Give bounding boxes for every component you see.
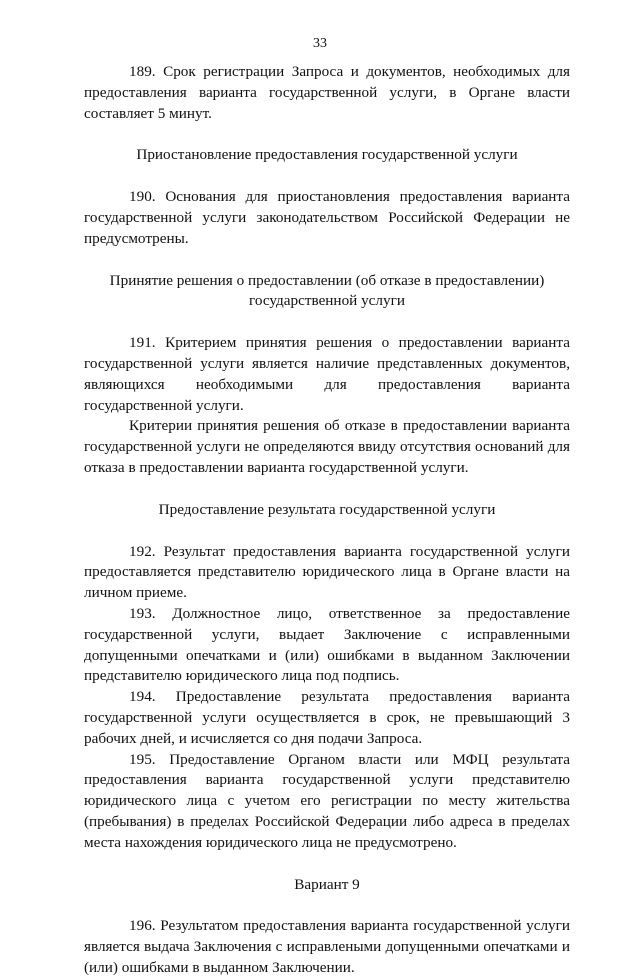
paragraph-196: 196. Результатом предоставления варианта государственной услуги является выдача Заключения с исправлеными допущенными опечатками и (или) ошибками в выданном Заключении. [84,917,570,976]
paragraph-192: 192. Результат предоставления варианта государственной услуги предоставляется представителю юридического лица в Органе власти на личном приеме. [84,542,570,602]
heading-result: Предоставление результата государственной услуги [158,500,496,518]
paragraph-189: 189. Срок регистрации Запроса и документов, необходимых для предоставления варианта государственной услуги, в Органе власти составляет 5 минут. [84,63,570,122]
heading-suspension: Приостановление предоставления государственной услуги [136,146,518,164]
heading-decision-line-2: государственной услуги [249,292,405,310]
heading-variant: Вариант 9 [294,875,360,893]
paragraph-195: 195. Предоставление Органом власти или МФЦ результата предоставления варианта государственной услуги представителю юридического лица с учетом его регистрации по месту жительства (пребывания) в пределах Российской Федерации либо адреса в пределах места нахождения юридического лица не предусмотрено. [84,750,570,851]
paragraph-191-refusal: Критерии принятия решения об отказе в предоставлении варианта государственной услуги не определяются ввиду отсутствия оснований для отказа в предоставлении варианта государственной услуги. [84,417,570,476]
paragraph-194: 194. Предоставление результата предоставления варианта государственной услуги осуществляется в срок, не превышающий 3 рабочих дней, и исчисляется со дня подачи Запроса. [84,688,570,747]
paragraph-193: 193. Должностное лицо, ответственное за предоставление государственной услуги, выдает Заключение с исправленными допущенными опечатками и (или) ошибками в выданном Заключении представителю юридического лица под подпись. [84,604,570,685]
paragraph-190: 190. Основания для приостановления предоставления варианта государственной услуги законодательством Российской Федерации не предусмотрены. [84,188,570,247]
paragraph-191: 191. Критерием принятия решения о предоставлении варианта государственной услуги является наличие представленных документов, являющихся необходимыми для предоставления варианта государственной услуги. [84,334,570,414]
page-number: 33 [313,36,327,51]
document-body [84,62,570,979]
heading-decision-line-1: Принятие решения о предоставлении (об отказе в предоставлении) [109,271,545,289]
